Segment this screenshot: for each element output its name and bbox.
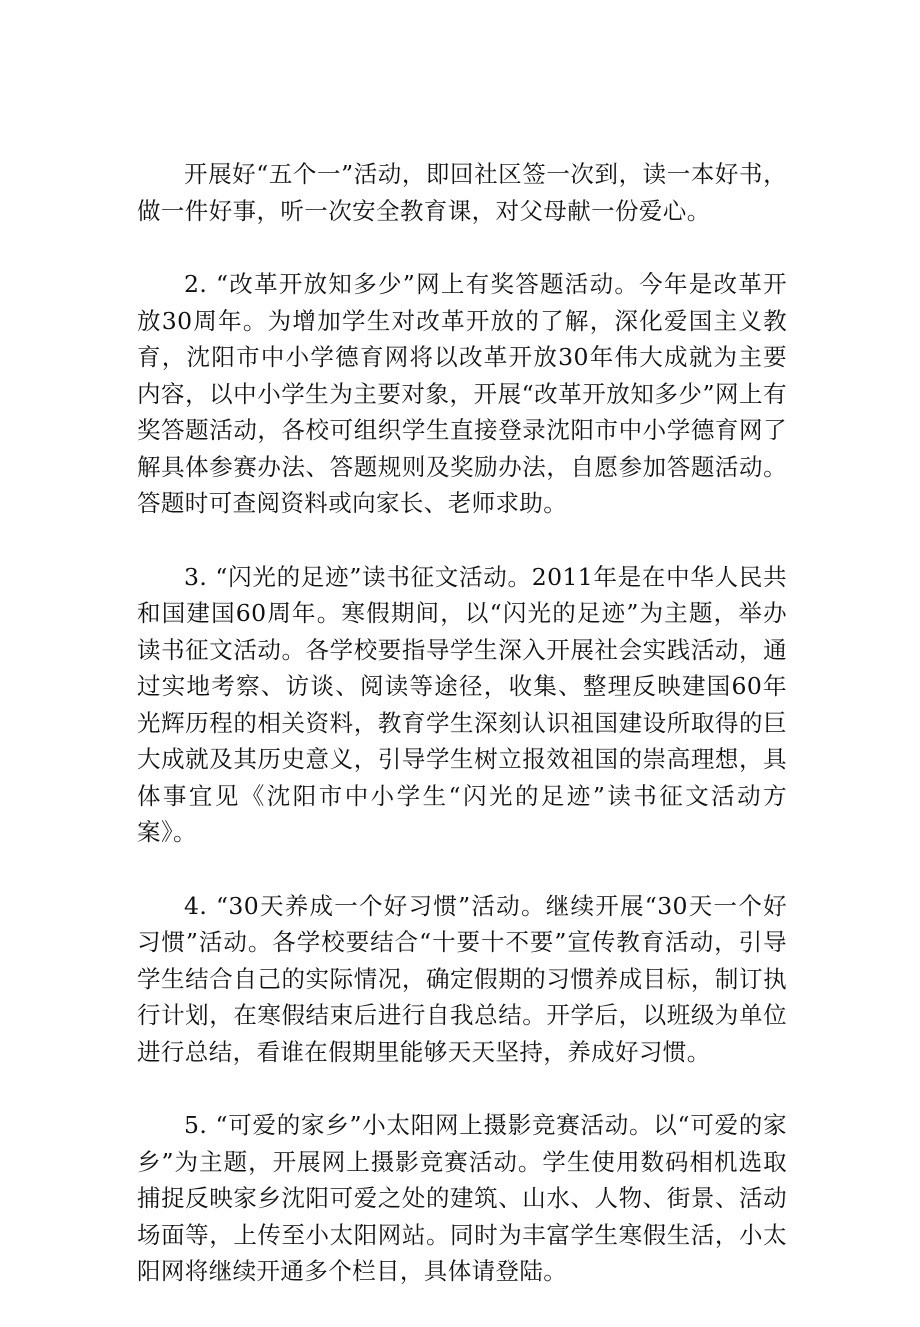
paragraph-five-ones: 开展好“五个一”活动，即回社区签一次到，读一本好书，做一件好事，听一次安全教育课，对父母献一份爱心。 — [137, 160, 787, 225]
document-body — [137, 156, 787, 1327]
paragraph-item-2: 2. “改革开放知多少”网上有奖答题活动。今年是改革开放30周年。为增加学生对改革开放的了解，深化爱国主义教育，沈阳市中小学德育网将以改革开放30年伟大成就为主要内容，以中小学生为主要对象，开展“改革开放知多少”网上有奖答题活动，各校可组织学生直接登录沈阳市中小学德育网了解具体参赛办法、答题规则及奖励办法，自愿参加答题活动。答题时可查阅资料或向家长、老师求助。 — [137, 270, 787, 517]
paragraph-item-4: 4. “30天养成一个好习惯”活动。继续开展“30天一个好习惯”活动。各学校要结合“十要十不要”宣传教育活动，引导学生结合自己的实际情况，确定假期的习惯养成目标，制订执行计划，在寒假结束后进行自我总结。开学后，以班级为单位进行总结，看谁在假期里能够天天坚持，养成好习惯。 — [137, 891, 787, 1066]
paragraph-item-5: 5. “可爱的家乡”小太阳网上摄影竞赛活动。以“可爱的家乡”为主题，开展网上摄影竞赛活动。学生使用数码相机选取捕捉反映家乡沈阳可爱之处的建筑、山水、人物、街景、活动场面等，上传至小太阳网站。同时为丰富学生寒假生活，小太阳网将继续开通多个栏目，具体请登陆。 — [137, 1111, 787, 1285]
paragraph-item-3: 3. “闪光的足迹”读书征文活动。2011年是在中华人民共和国建国60周年。寒假期间，以“闪光的足迹”为主题，举办读书征文活动。各学校要指导学生深入开展社会实践活动，通过实地考察、访谈、阅读等途径，收集、整理反映建国60年光辉历程的相关资料，教育学生深刻认识祖国建设所取得的巨大成就及其历史意义，引导学生树立报效祖国的崇高理想，具体事宜见《沈阳市中小学生“闪光的足迹”读书征文活动方案》。 — [137, 562, 787, 846]
